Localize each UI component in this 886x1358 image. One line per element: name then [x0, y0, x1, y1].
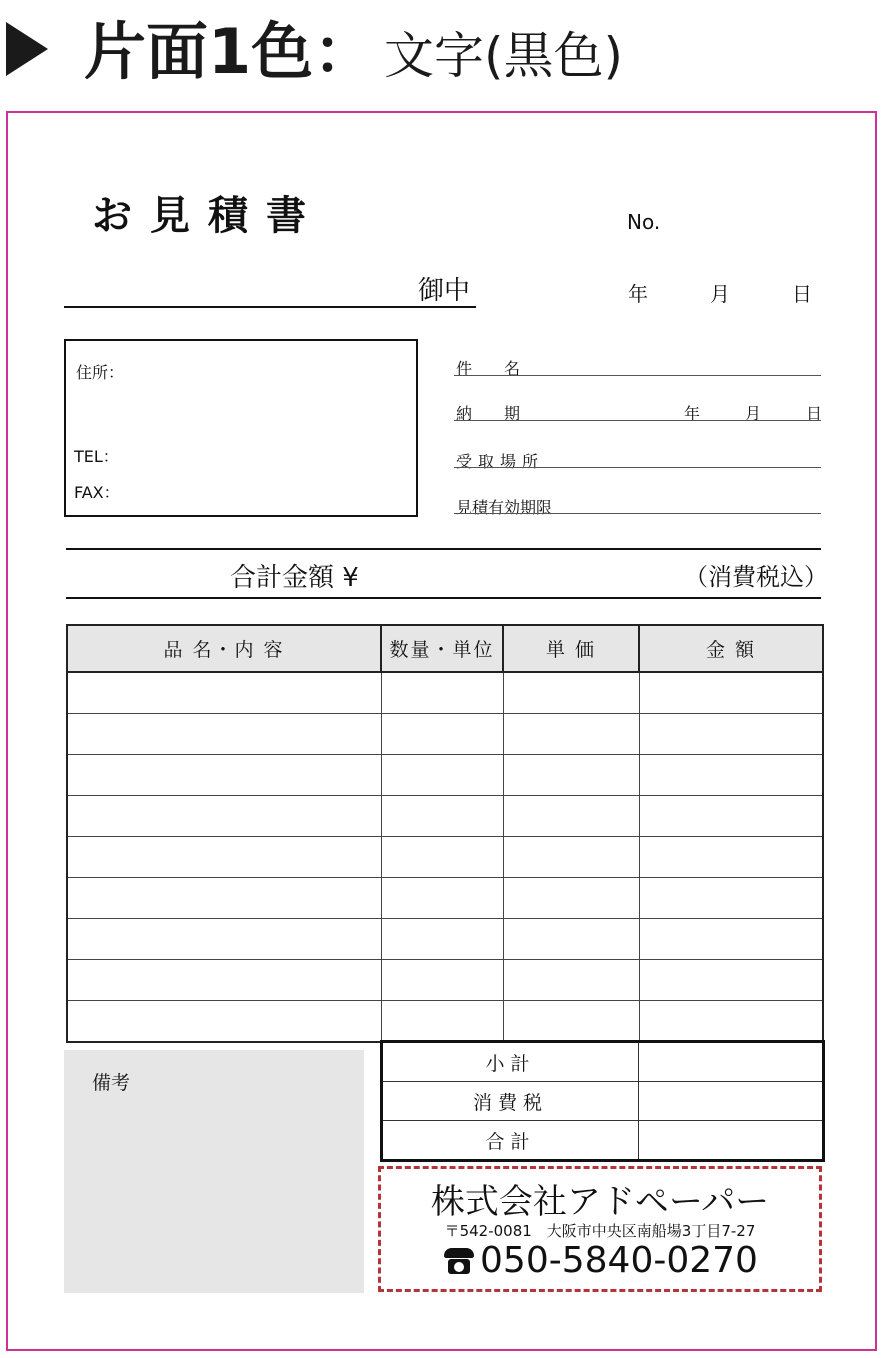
subtotal-value-cell	[639, 1042, 824, 1082]
table-cell	[381, 960, 503, 1001]
table-cell	[503, 714, 639, 755]
table-cell	[67, 1001, 381, 1043]
tax-label: 消費税	[382, 1082, 639, 1121]
tax-row	[382, 1082, 824, 1121]
delivery-day-label: 日	[806, 404, 823, 423]
table-cell	[67, 714, 381, 755]
validity-line	[454, 513, 821, 514]
table-cell	[503, 919, 639, 960]
tax-included-note: （消費税込）	[684, 563, 828, 591]
table-cell	[503, 837, 639, 878]
table-cell	[503, 672, 639, 714]
items-table	[66, 624, 824, 1043]
table-cell	[639, 919, 823, 960]
table-row	[67, 960, 823, 1001]
column-header-unit-price: 単 価	[503, 625, 639, 672]
recipient-suffix: 御中	[418, 276, 471, 306]
table-cell	[381, 672, 503, 714]
table-row	[67, 919, 823, 960]
table-cell	[67, 796, 381, 837]
subtotal-label: 小計	[382, 1042, 639, 1082]
total-line-top	[66, 548, 821, 550]
table-cell	[639, 672, 823, 714]
date-year-label: 年	[628, 282, 648, 306]
telephone-icon	[442, 1248, 476, 1274]
grand-total-row	[382, 1121, 824, 1161]
grand-total-value-cell	[639, 1121, 824, 1161]
subject-label: 件 名	[456, 359, 521, 378]
table-cell	[381, 919, 503, 960]
number-label: No.	[627, 210, 661, 234]
table-row	[67, 837, 823, 878]
subtotal-row	[382, 1042, 824, 1082]
place-line	[454, 467, 821, 468]
table-cell	[67, 919, 381, 960]
document-title: お見積書	[92, 193, 324, 239]
table-cell	[381, 878, 503, 919]
company-address: 〒542-0081 大阪市中央区南船場3丁目7-27	[444, 1222, 756, 1240]
date-month-label: 月	[710, 282, 730, 306]
table-cell	[381, 1001, 503, 1043]
table-cell	[381, 796, 503, 837]
table-cell	[67, 878, 381, 919]
table-cell	[67, 755, 381, 796]
table-row	[67, 1001, 823, 1043]
sums-table	[380, 1040, 825, 1162]
delivery-label: 納 期	[456, 404, 521, 423]
table-row	[67, 755, 823, 796]
table-cell	[381, 755, 503, 796]
company-phone-number: 050-5840-0270	[480, 1240, 758, 1281]
table-cell	[639, 1001, 823, 1043]
recipient-line	[64, 306, 476, 308]
table-cell	[639, 755, 823, 796]
table-cell	[67, 837, 381, 878]
date-day-label: 日	[792, 282, 812, 306]
tel-label: TEL：	[74, 447, 119, 466]
table-cell	[381, 714, 503, 755]
table-cell	[639, 878, 823, 919]
fax-label: FAX：	[74, 483, 120, 502]
table-cell	[503, 796, 639, 837]
table-cell	[503, 755, 639, 796]
validity-label: 見積有効期限	[456, 498, 553, 517]
place-label: 受取場所	[456, 452, 545, 471]
table-cell	[67, 672, 381, 714]
table-cell	[503, 960, 639, 1001]
play-arrow-icon	[6, 22, 48, 76]
table-row	[67, 878, 823, 919]
tax-value-cell	[639, 1082, 824, 1121]
table-cell	[639, 796, 823, 837]
delivery-line	[454, 420, 821, 421]
grand-total-label: 合計	[382, 1121, 639, 1161]
column-header-item: 品 名・内 容	[67, 625, 381, 672]
column-header-amount: 金 額	[639, 625, 823, 672]
table-row	[67, 672, 823, 714]
table-cell	[639, 837, 823, 878]
address-label: 住所：	[76, 363, 125, 382]
table-row	[67, 714, 823, 755]
total-line-bottom	[66, 597, 821, 599]
remarks-label: 備考	[92, 1072, 131, 1094]
table-cell	[381, 837, 503, 878]
header-sub-title: 文字(黒色)	[384, 27, 624, 85]
subject-line	[454, 375, 821, 376]
column-header-quantity: 数量・単位	[381, 625, 503, 672]
delivery-month-label: 月	[745, 404, 762, 423]
table-cell	[639, 960, 823, 1001]
total-amount-label: 合計金額 ¥	[230, 563, 359, 593]
table-cell	[67, 960, 381, 1001]
items-table-body	[67, 672, 823, 1042]
delivery-year-label: 年	[684, 404, 701, 423]
table-cell	[639, 714, 823, 755]
table-row	[67, 796, 823, 837]
table-cell	[503, 878, 639, 919]
table-cell	[503, 1001, 639, 1043]
header-main-title: 片面1色：	[84, 15, 376, 88]
company-name: 株式会社アドペーパー	[430, 1182, 770, 1222]
company-phone	[378, 1240, 822, 1281]
